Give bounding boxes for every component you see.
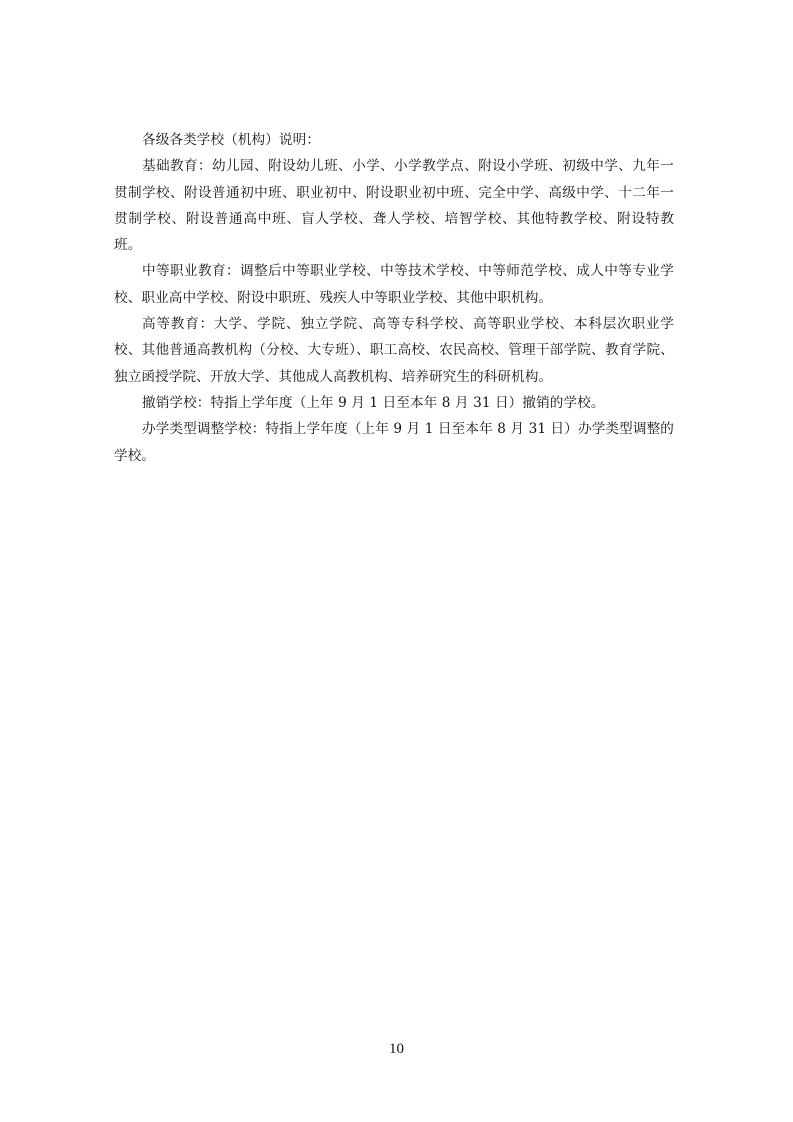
- section-heading: 各级各类学校（机构）说明：: [142, 132, 321, 148]
- document-body: [114, 127, 674, 469]
- paragraph-type-adjusted-schools: 办学类型调整学校：特指上学年度（上年 9 月 1 日至本年 8 月 31 日）办学类型调整的学校。: [114, 421, 674, 464]
- paragraph-closed-schools: 撤销学校：特指上学年度（上年 9 月 1 日至本年 8 月 31 日）撤销的学校。: [142, 394, 605, 411]
- paragraph-secondary-vocational-education: 中等职业教育：调整后中等职业学校、中等技术学校、中等师范学校、成人中等专业学校、职业高中学校、附设中职班、残疾人中等职业学校、其他中职机构。: [114, 263, 674, 306]
- paragraph-higher-education: 高等教育：大学、学院、独立学院、高等专科学校、高等职业学校、本科层次职业学校、其他普通高教机构（分校、大专班）、职工高校、农民高校、管理干部学院、教育学院、独立函授学院、开放大学、其他成人高教机构、培养研究生的科研机构。: [114, 316, 674, 385]
- page-number: 10: [389, 1041, 404, 1057]
- paragraph-basic-education: 基础教育：幼儿园、附设幼儿班、小学、小学教学点、附设小学班、初级中学、九年一贯制学校、附设普通初中班、职业初中、附设职业初中班、完全中学、高级中学、十二年一贯制学校、附设普通高中班、盲人学校、聋人学校、培智学校、其他特教学校、附设特教班。: [114, 158, 674, 254]
